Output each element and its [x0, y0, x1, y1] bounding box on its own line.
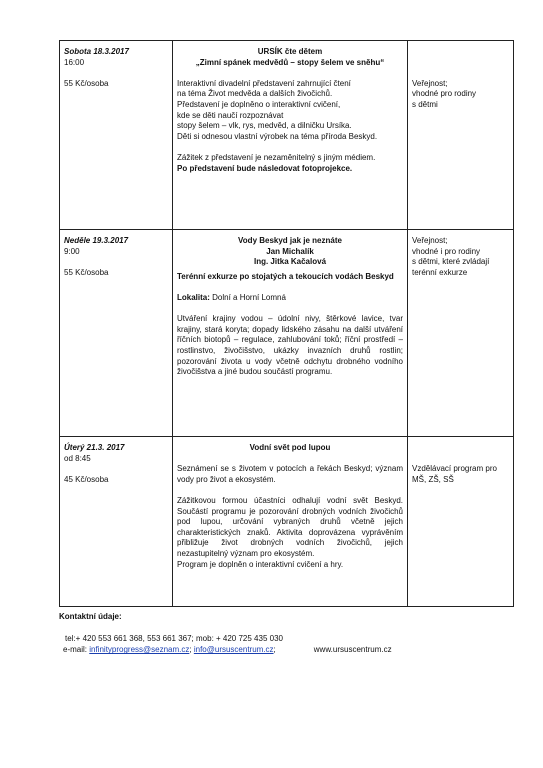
- event-row: [60, 437, 514, 607]
- event-description: Zážitkovou formou účastníci odhalují vodní svět Beskyd. Součástí programu je pozorování drobných vodních živočichů pod lupou, určování vybraných druhů včetně jejich charakteristických znaků. Aktivita doprovázena vyprávěním přibližuje život drobných vodních živočichů, jejich nezastupitelný význam pro ekosystém.: [177, 495, 403, 558]
- event-audience-line: s dětmi, které zvládají: [412, 257, 490, 267]
- event-audience-cell: [408, 230, 514, 437]
- contact-section: [59, 612, 519, 656]
- contact-phone: tel:+ 420 553 661 368, 553 661 367; mob: + 420 725 435 030: [65, 633, 283, 643]
- email-link-infinityprogress[interactable]: infinityprogress@seznam.cz: [89, 645, 190, 655]
- email-label: e-mail:: [63, 645, 90, 655]
- event-price: 45 Kč/osoba: [64, 474, 109, 484]
- event-subtitle: „Zimní spánek medvědů – stopy šelem ve sněhu“: [195, 57, 385, 67]
- event-desc-line: stopy šelem – vlk, rys, medvěd, a dilničku Ursíka.: [177, 121, 352, 131]
- event-time: 16:00: [64, 57, 85, 67]
- event-desc-line: Děti si odnesou vlastní výrobek na téma příroda Beskyd.: [177, 131, 378, 141]
- event-desc-line: Představení je doplněno o interaktivní cvičení,: [177, 99, 341, 109]
- contact-heading: Kontaktní údaje:: [59, 612, 122, 621]
- event-desc-line: kde se děti naučí rozpoznávat: [177, 110, 284, 120]
- event-audience-line: Vzdělávací program pro: [412, 464, 497, 474]
- email-link-info[interactable]: info@ursuscentrum.cz: [193, 645, 274, 655]
- event-title: Vodní svět pod lupou: [249, 443, 331, 452]
- event-subtitle: Terénní exkurze po stojatých a tekoucích vodách Beskyd: [177, 271, 394, 281]
- event-description-cell: [173, 41, 408, 230]
- event-description: Utváření krajiny vodou – údolní nivy, štěrkové lavice, tvar krajiny, stará koryta; dopady lidského zásahu na další utváření říčních biotopů – regulace, zahlubování toků; říční prostředí – rostlinstvo, živočišstvo, ukázky invazních druhů rostlin; pozorování života u vody včetně odchytu drobného vodního živočišstva a jiné budou součástí programu.: [177, 314, 403, 377]
- event-description-cell: [173, 437, 408, 607]
- event-audience-line: terénní exkurze: [412, 267, 468, 277]
- event-audience-cell: [408, 41, 514, 230]
- event-price: 55 Kč/osoba: [64, 78, 109, 88]
- event-row: [60, 41, 514, 230]
- event-description: Seznámení se s životem v potocích a řekách Beskyd; význam vody pro život a ekosystém.: [177, 464, 403, 484]
- event-audience-line: s dětmi: [412, 99, 438, 109]
- event-title: Vody Beskyd jak je neznáte: [238, 236, 342, 245]
- event-day: Neděle 19.3.2017: [64, 236, 129, 245]
- event-row: [60, 230, 514, 437]
- event-date-cell: [60, 41, 173, 230]
- contact-email-line: [63, 645, 519, 656]
- event-audience-line: vhodné pro rodiny: [412, 89, 477, 99]
- program-table: [59, 40, 514, 607]
- location-label: Lokalita:: [177, 292, 210, 302]
- event-audience-line: MŠ, ZŠ, SŠ: [412, 474, 454, 484]
- event-location: [177, 293, 403, 304]
- event-presenter: Jan Michalík: [266, 246, 314, 256]
- event-audience-line: Veřejnost;: [412, 236, 448, 245]
- event-desc-bold: Po představení bude následovat fotoprojekce.: [177, 163, 353, 173]
- event-audience-line: vhodné i pro rodiny: [412, 246, 481, 256]
- event-description: Program je doplněn o interaktivní cvičení a hry.: [177, 559, 344, 569]
- event-price: 55 Kč/osoba: [64, 267, 109, 277]
- event-desc-extra: Zážitek z představení je nezaměnitelný s jiným médiem.: [177, 152, 376, 162]
- email-end: ;: [273, 645, 276, 655]
- event-description-cell: [173, 230, 408, 437]
- event-audience-cell: [408, 437, 514, 607]
- event-date-cell: [60, 230, 173, 437]
- location-value: Dolní a Horní Lomná: [209, 292, 286, 302]
- event-day: Úterý 21.3. 2017: [64, 443, 125, 452]
- event-title: URSÍK čte dětem: [257, 47, 323, 56]
- event-time: 9:00: [64, 246, 80, 256]
- event-audience-line: Veřejnost;: [412, 78, 448, 88]
- event-day: Sobota 18.3.2017: [64, 47, 129, 56]
- event-time: od 8:45: [64, 453, 91, 463]
- event-date-cell: [60, 437, 173, 607]
- website-link[interactable]: www.ursuscentrum.cz: [313, 645, 392, 655]
- event-presenter: Ing. Jitka Kačalová: [253, 257, 327, 267]
- event-desc-line: Interaktivní divadelní představení zahrnující čtení: [177, 78, 351, 88]
- event-desc-line: na téma Život medvěda a dalších živočichů.: [177, 89, 333, 99]
- email-separator: ;: [189, 645, 194, 655]
